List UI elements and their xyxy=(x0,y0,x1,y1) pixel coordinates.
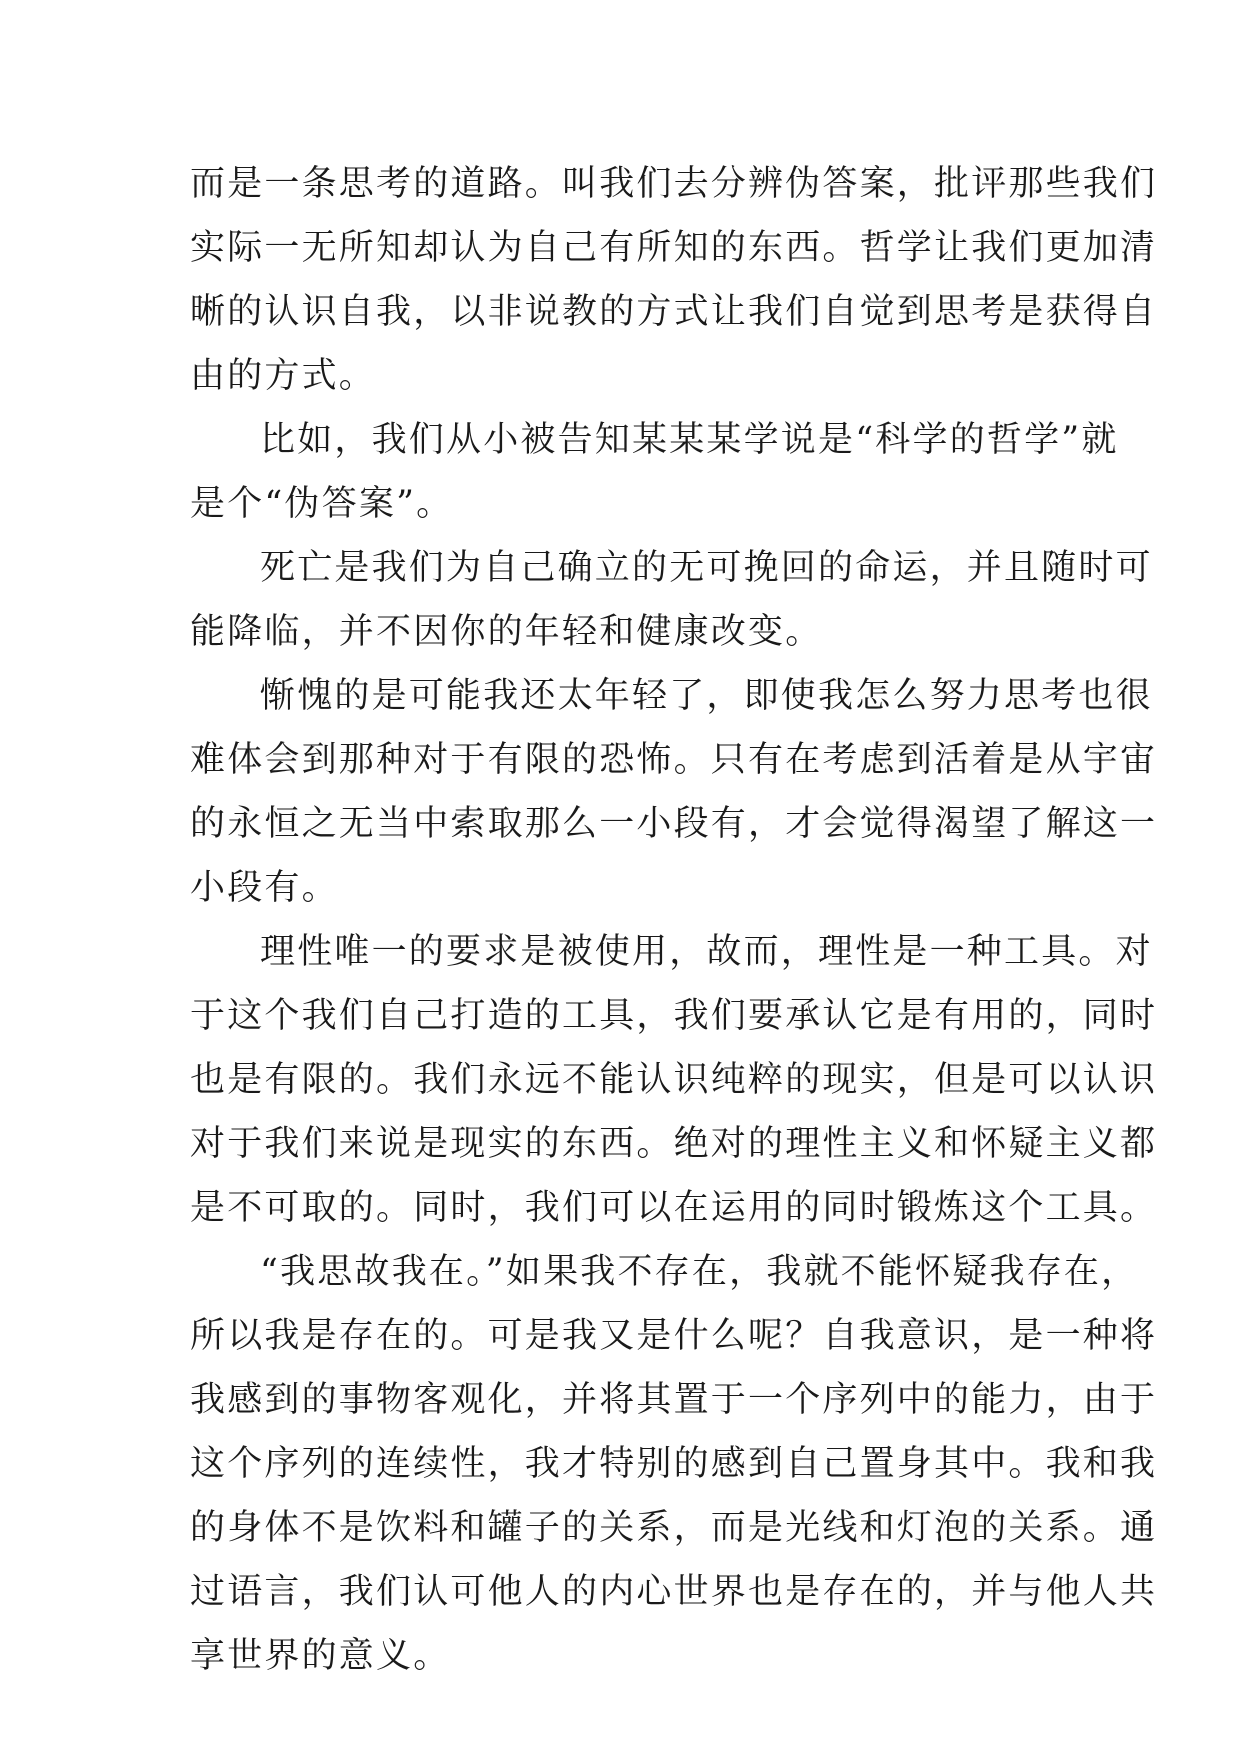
text-line: 也是有限的。我们永远不能认识纯粹的现实，但是可以认识 xyxy=(190,1060,1158,1100)
text-line: 能降临，并不因你的年轻和健康改变。 xyxy=(190,612,823,652)
text-line: 晰的认识自我，以非说教的方式让我们自觉到思考是获得自 xyxy=(190,292,1158,332)
paragraph xyxy=(190,152,1158,408)
text-line: 所以我是存在的。可是我又是什么呢？自我意识，是一种将 xyxy=(190,1316,1158,1356)
text-line: 而是一条思考的道路。叫我们去分辨伪答案，批评那些我们 xyxy=(190,164,1158,204)
text-line: 这个序列的连续性，我才特别的感到自己置身其中。我和我 xyxy=(190,1444,1158,1484)
text-line: 实际一无所知却认为自己有所知的东西。哲学让我们更加清 xyxy=(190,228,1158,268)
text-line: 死亡是我们为自己确立的无可挽回的命运，并且随时可 xyxy=(260,548,1153,588)
paragraph xyxy=(190,664,1158,920)
text-line: 我感到的事物客观化，并将其置于一个序列中的能力，由于 xyxy=(190,1380,1158,1420)
paragraph xyxy=(190,920,1158,1240)
paragraph xyxy=(190,1240,1158,1688)
text-line: 是不可取的。同时，我们可以在运用的同时锻炼这个工具。 xyxy=(190,1188,1158,1228)
text-line: 过语言，我们认可他人的内心世界也是存在的，并与他人共 xyxy=(190,1572,1158,1612)
text-line: 比如，我们从小被告知某某某学说是“科学的哲学”就 xyxy=(260,420,1119,460)
text-line: 由的方式。 xyxy=(190,356,377,396)
text-line: 小段有。 xyxy=(190,868,339,908)
text-line: 惭愧的是可能我还太年轻了，即使我怎么努力思考也很 xyxy=(260,676,1153,716)
text-line: 的身体不是饮料和罐子的关系，而是光线和灯泡的关系。通 xyxy=(190,1508,1158,1548)
body-text xyxy=(190,152,1158,1688)
text-line: 是个“伪答案”。 xyxy=(190,484,454,524)
text-line: 理性唯一的要求是被使用，故而，理性是一种工具。对 xyxy=(260,932,1153,972)
text-line: 的永恒之无当中索取那么一小段有，才会觉得渴望了解这一 xyxy=(190,804,1158,844)
text-line: 于这个我们自己打造的工具，我们要承认它是有用的，同时 xyxy=(190,996,1158,1036)
text-line: 享世界的意义。 xyxy=(190,1636,451,1676)
paragraph xyxy=(190,536,1153,664)
text-line: 对于我们来说是现实的东西。绝对的理性主义和怀疑主义都 xyxy=(190,1124,1158,1164)
text-line: “我思故我在。”如果我不存在，我就不能怀疑我存在， xyxy=(260,1252,1139,1292)
paragraph xyxy=(190,408,1119,536)
text-line: 难体会到那种对于有限的恐怖。只有在考虑到活着是从宇宙 xyxy=(190,740,1158,780)
